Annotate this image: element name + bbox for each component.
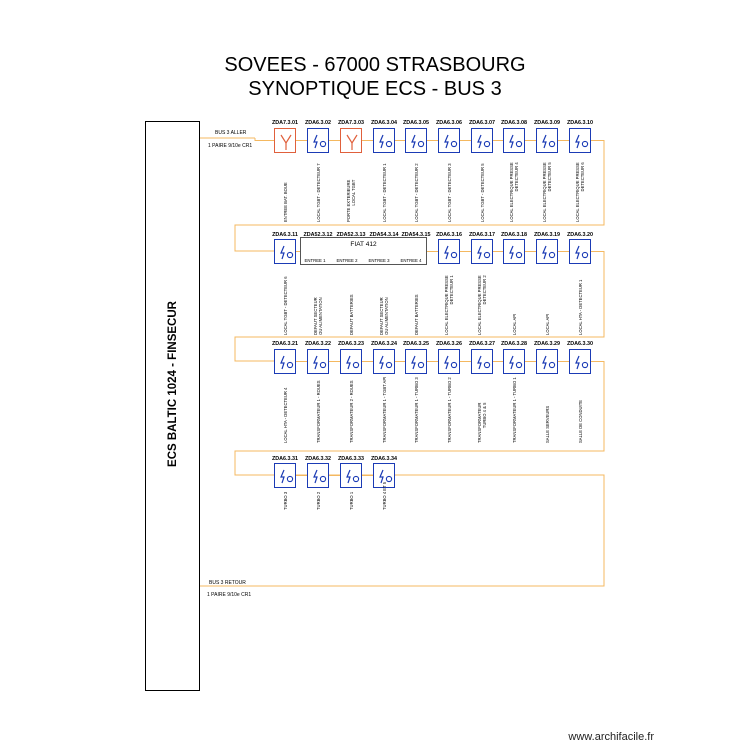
ecs-panel-label: ECS BALTIC 1024 - FINSECUR bbox=[167, 301, 179, 467]
device-code: ZDA6.3.11 bbox=[272, 232, 298, 238]
device-location-label: TRANSFORMATEUR 1 - TGBT API bbox=[381, 376, 387, 443]
device-code: ZDA6.3.08 bbox=[500, 120, 528, 126]
smoke-detector-icon bbox=[274, 239, 296, 264]
device-code: ZDA6.3.02 bbox=[304, 120, 332, 126]
smoke-detector-icon bbox=[503, 349, 525, 374]
smoke-detector-icon bbox=[569, 349, 591, 374]
smoke-detector-icon bbox=[307, 463, 329, 488]
device-location-label: TRANSFORMATEUR 1 - TURBO 1 bbox=[511, 377, 517, 443]
manual-call-point-icon bbox=[340, 128, 362, 153]
smoke-detector-icon bbox=[503, 239, 525, 264]
device-code: ZDA7.3.03 bbox=[337, 120, 365, 126]
device-location-label: LOCAL API bbox=[544, 313, 550, 335]
device-location-label: LOCAL ELECTRIQUE PRESSE DETECTEUR 4 bbox=[509, 162, 519, 222]
device-location-label: TURBO 3 bbox=[282, 491, 288, 510]
fiat-input-label: ENTREE 2 bbox=[336, 258, 358, 263]
device-code: ZDA6.3.26 bbox=[435, 341, 463, 347]
smoke-detector-icon bbox=[405, 128, 427, 153]
smoke-detector-icon bbox=[471, 239, 493, 264]
smoke-detector-icon bbox=[405, 349, 427, 374]
bus-retour-cable-label: 1 PAIRE 9/10e CR1 bbox=[207, 592, 252, 598]
device-location-label: TRANSFORMATEUR TURBO 4 & 5 bbox=[477, 402, 487, 443]
smoke-detector-icon bbox=[471, 349, 493, 374]
smoke-detector-icon bbox=[536, 349, 558, 374]
device-code: ZDA6.3.23 bbox=[337, 341, 365, 347]
bus-row1-out bbox=[591, 141, 604, 226]
smoke-detector-icon bbox=[438, 239, 460, 264]
bus-aller-label: BUS 3 ALLER bbox=[215, 130, 247, 136]
device-location-label: LOCAL HTA - DETECTEUR 4 bbox=[282, 387, 288, 443]
fiat-input-label: ENTREE 3 bbox=[368, 258, 390, 263]
device-location-label: SALLE DE CONDUITE bbox=[577, 399, 583, 443]
device-code: ZDA6.3.25 bbox=[402, 341, 430, 347]
device-location-label: LOCAL TGBT - DETECTEUR 5 bbox=[479, 163, 485, 222]
device-location-label: DEFAUT BATTERIES bbox=[348, 294, 354, 335]
diagram-title: SOVEES - 67000 STRASBOURG bbox=[224, 54, 526, 76]
bus-retour-label: BUS 3 RETOUR bbox=[209, 580, 246, 586]
device-location-label: DEFAUT BATTERIES bbox=[413, 294, 419, 335]
device-code: ZDA6.3.20 bbox=[566, 232, 594, 238]
device-code: ZDA6.3.04 bbox=[370, 120, 398, 126]
smoke-detector-icon bbox=[438, 128, 460, 153]
smoke-detector-icon bbox=[274, 463, 296, 488]
device-location-label: TRANSFORMATEUR 1 - TURBO 3 bbox=[413, 377, 419, 443]
smoke-detector-icon bbox=[438, 349, 460, 374]
smoke-detector-icon bbox=[569, 128, 591, 153]
device-location-label: LOCAL ELECTRIQUE PRESSE DETECTEUR 6 bbox=[575, 162, 585, 222]
device-location-label: TURBO 1 bbox=[348, 491, 354, 510]
device-location-label: LOCAL ELECTRIQUE PRESSE DETECTEUR 5 bbox=[542, 162, 552, 222]
device-location-label: TRANSFORMATEUR 2 - ROUES bbox=[348, 380, 354, 443]
smoke-detector-icon bbox=[307, 128, 329, 153]
device-code: ZDA6.3.22 bbox=[304, 341, 332, 347]
device-location-label: LOCAL ELECTRIQUE PRESSE DETECTEUR 2 bbox=[477, 275, 487, 335]
device-code: ZDA6.3.19 bbox=[533, 232, 561, 238]
device-location-label: TURBO 4 ET 5 bbox=[381, 481, 387, 510]
device-code: ZDA6.3.30 bbox=[566, 341, 594, 347]
device-location-label: TRANSFORMATEUR 1 - ROUES bbox=[315, 380, 321, 443]
device-code: ZDA6.3.10 bbox=[566, 120, 594, 126]
device-location-label: LOCAL TGBT - DETECTEUR 1 bbox=[381, 163, 387, 222]
smoke-detector-icon bbox=[340, 349, 362, 374]
bus-retour-wire bbox=[200, 451, 604, 586]
smoke-detector-icon bbox=[569, 239, 591, 264]
smoke-detector-icon bbox=[373, 128, 395, 153]
device-location-label: LOCAL TGBT - DETECTEUR 3 bbox=[446, 163, 452, 222]
device-code: ZDA6.3.24 bbox=[370, 341, 398, 347]
device-location-label: TURBO 2 bbox=[315, 491, 321, 510]
device-code: ZDA6.3.31 bbox=[271, 456, 299, 462]
device-location-label: DEFAUT SECTEUR OU ALIMENTATION bbox=[379, 297, 389, 335]
fiat-412-title: FIAT 412 bbox=[350, 241, 377, 248]
device-location-label: TRANSFORMATEUR 1 - TURBO 2 bbox=[446, 377, 452, 443]
device-code: ZDA6.3.06 bbox=[435, 120, 463, 126]
smoke-detector-icon bbox=[536, 128, 558, 153]
watermark: www.archifacile.fr bbox=[568, 731, 654, 743]
device-code: ZDA6.3.16 bbox=[435, 232, 463, 238]
device-code: ZDA6.3.27 bbox=[468, 341, 496, 347]
smoke-detector-icon bbox=[307, 349, 329, 374]
bus-aller-cable-label: 1 PAIRE 9/10e CR1 bbox=[208, 143, 253, 149]
smoke-detector-icon bbox=[373, 349, 395, 374]
device-location-label: SALLE SERVEURS bbox=[544, 405, 550, 443]
device-code: ZDA6.3.09 bbox=[533, 120, 561, 126]
device-code: ZDA6.3.07 bbox=[468, 120, 496, 126]
device-location-label: PORTE EXTERIEURE LOCAL TGBT bbox=[346, 179, 356, 222]
fiat-input-label: ENTREE 4 bbox=[400, 258, 422, 263]
manual-call-point-icon bbox=[274, 128, 296, 153]
device-location-label: LOCAL HTA - DETECTEUR 1 bbox=[577, 279, 583, 335]
device-location-label: LOCAL TGBT - DETECTEUR 6 bbox=[282, 276, 288, 335]
device-code: ZDA52.3.12 bbox=[303, 232, 333, 238]
bus-aller-drop bbox=[255, 138, 274, 141]
device-location-label: LOCAL API bbox=[511, 313, 517, 335]
device-code: ZDA6.3.21 bbox=[271, 341, 299, 347]
diagram-subtitle: SYNOPTIQUE ECS - BUS 3 bbox=[248, 78, 502, 100]
smoke-detector-icon bbox=[536, 239, 558, 264]
fiat-input-label: ENTREE 1 bbox=[304, 258, 326, 263]
device-code: ZDA54.3.15 bbox=[401, 232, 431, 238]
smoke-detector-icon bbox=[503, 128, 525, 153]
device-code: ZDA6.3.32 bbox=[304, 456, 332, 462]
device-code: ZDA6.3.33 bbox=[337, 456, 365, 462]
device-code: ZDA52.3.13 bbox=[336, 232, 366, 238]
device-code: ZDA7.3.01 bbox=[271, 120, 299, 126]
device-code: ZDA6.3.18 bbox=[500, 232, 528, 238]
device-location-label: DEFAUT SECTEUR OU ALIMENTATION bbox=[313, 297, 323, 335]
smoke-detector-icon bbox=[471, 128, 493, 153]
device-location-label: LOCAL TGBT - DETECTEUR 2 bbox=[413, 163, 419, 222]
device-code: ZDA6.3.34 bbox=[370, 456, 398, 462]
device-code: ZDA6.3.17 bbox=[468, 232, 496, 238]
smoke-detector-icon bbox=[274, 349, 296, 374]
device-location-label: ENTREE BAT. BOUE bbox=[282, 182, 288, 222]
fiat-412-module bbox=[300, 237, 427, 265]
device-location-label: LOCAL TGBT - DETECTEUR 7 bbox=[315, 163, 321, 222]
device-code: ZDA6.3.28 bbox=[500, 341, 528, 347]
device-location-label: LOCAL ELECTRIQUE PRESSE DETECTEUR 1 bbox=[444, 275, 454, 335]
device-code: ZDA54.3.14 bbox=[369, 232, 399, 238]
device-code: ZDA6.3.05 bbox=[402, 120, 430, 126]
device-code: ZDA6.3.29 bbox=[533, 341, 561, 347]
smoke-detector-icon bbox=[340, 463, 362, 488]
